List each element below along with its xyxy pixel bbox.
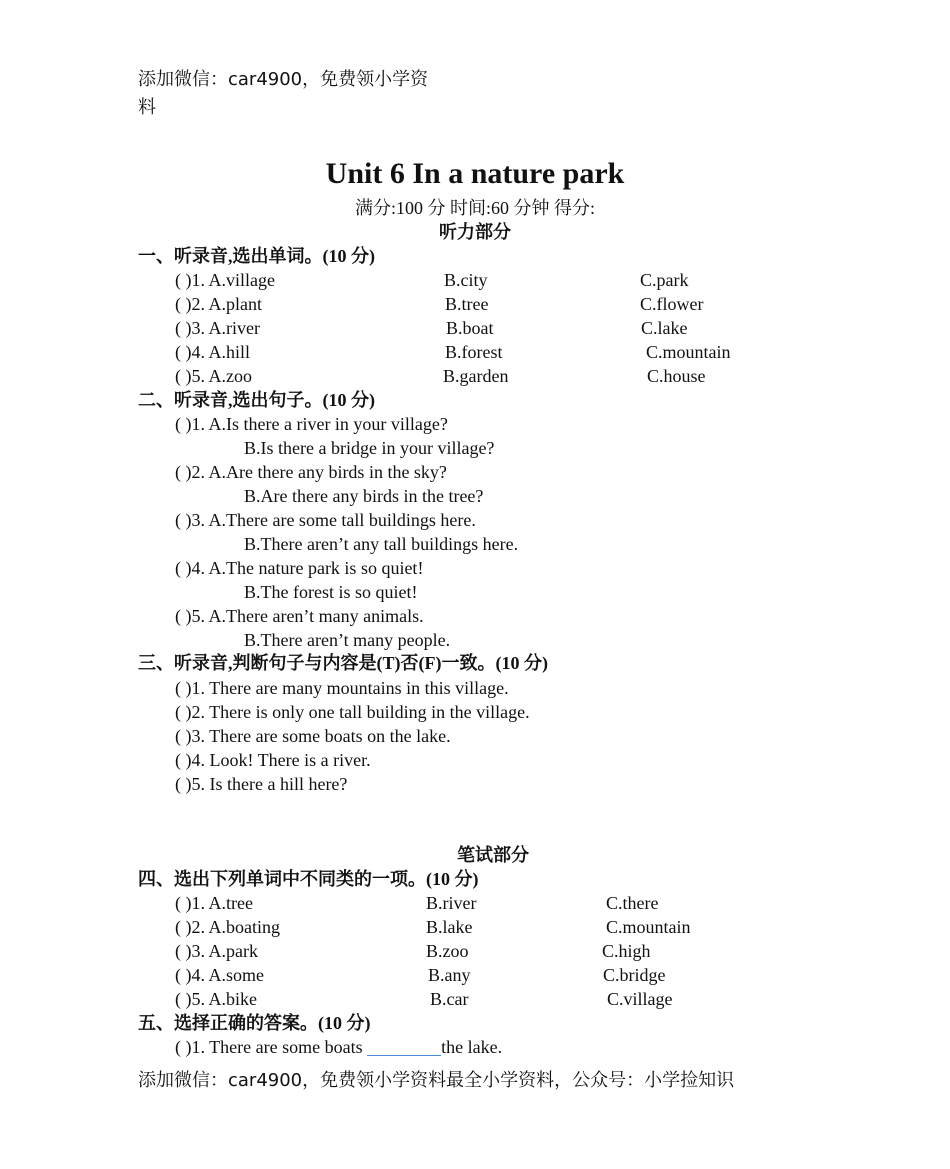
s1-item-4-c: C.mountain — [646, 342, 731, 362]
s4-item-3-c: C.high — [602, 941, 651, 961]
s4-item-5-b: B.car — [430, 989, 469, 1009]
s4-item-1-b: B.river — [426, 893, 477, 913]
s1-item-5-a: ( )5. A.zoo — [175, 366, 252, 386]
s1-item-5-b: B.garden — [443, 366, 509, 386]
s4-item-1-c: C.there — [606, 893, 659, 913]
s2-item-5-b: B.There aren’t many people. — [244, 630, 451, 650]
page-title: Unit 6 In a nature park — [325, 157, 625, 190]
s1-item-2-c: C.flower — [640, 294, 704, 314]
s5-item-1 — [175, 1035, 502, 1059]
s5-item-1-before: ( )1. There are some boats — [175, 1037, 368, 1057]
s1-item-3-b: B.boat — [446, 318, 494, 338]
s4-item-4-a: ( )4. A.some — [175, 965, 264, 985]
s1-item-3-c: C.lake — [641, 318, 688, 338]
s4-item-2-a: ( )2. A.boating — [175, 917, 280, 937]
section5-heading: 五、选择正确的答案。(10 分) — [138, 1013, 371, 1033]
header-line-1: 添加微信：car4900，免费领小学资 — [138, 69, 429, 90]
s3-item-1: ( )1. There are many mountains in this village. — [175, 678, 509, 698]
answer-blank[interactable] — [367, 1037, 441, 1056]
s1-item-2-b: B.tree — [445, 294, 489, 314]
section3-heading: 三、听录音,判断句子与内容是(T)否(F)一致。(10 分) — [138, 653, 548, 673]
section4-heading: 四、选出下列单词中不同类的一项。(10 分) — [138, 869, 479, 889]
s4-item-2-b: B.lake — [426, 917, 473, 937]
s4-item-5-a: ( )5. A.bike — [175, 989, 257, 1009]
s1-item-1-b: B.city — [444, 270, 488, 290]
score-info: 满分:100 分 时间:60 分钟 得分: — [354, 198, 595, 218]
s2-item-3-b: B.There aren’t any tall buildings here. — [244, 534, 519, 554]
s1-item-1-a: ( )1. A.village — [175, 270, 275, 290]
s4-item-5-c: C.village — [607, 989, 673, 1009]
listening-heading: 听力部分 — [439, 222, 511, 242]
s1-item-1-c: C.park — [640, 270, 689, 290]
s3-item-5: ( )5. Is there a hill here? — [175, 774, 348, 794]
s5-item-1-after: the lake. — [441, 1037, 503, 1057]
s2-item-2-a: ( )2. A.Are there any birds in the sky? — [175, 462, 447, 482]
s1-item-4-a: ( )4. A.hill — [175, 342, 250, 362]
s2-item-4-b: B.The forest is so quiet! — [244, 582, 418, 602]
s4-item-1-a: ( )1. A.tree — [175, 893, 253, 913]
footer-note: 添加微信：car4900，免费领小学资料最全小学资料，公众号：小学捡知识 — [138, 1070, 735, 1091]
s2-item-4-a: ( )4. A.The nature park is so quiet! — [175, 558, 424, 578]
s3-item-3: ( )3. There are some boats on the lake. — [175, 726, 451, 746]
header-line-2: 料 — [138, 97, 156, 118]
s1-item-4-b: B.forest — [445, 342, 503, 362]
s2-item-3-a: ( )3. A.There are some tall buildings here. — [175, 510, 476, 530]
s3-item-2: ( )2. There is only one tall building in the village. — [175, 702, 530, 722]
s4-item-2-c: C.mountain — [606, 917, 691, 937]
s1-item-5-c: C.house — [647, 366, 706, 386]
s4-item-4-b: B.any — [428, 965, 471, 985]
s4-item-3-a: ( )3. A.park — [175, 941, 258, 961]
s2-item-1-b: B.Is there a bridge in your village? — [244, 438, 495, 458]
s4-item-3-b: B.zoo — [426, 941, 469, 961]
s4-item-4-c: C.bridge — [603, 965, 666, 985]
s2-item-5-a: ( )5. A.There aren’t many animals. — [175, 606, 424, 626]
s1-item-2-a: ( )2. A.plant — [175, 294, 262, 314]
section1-heading: 一、听录音,选出单词。(10 分) — [138, 246, 375, 266]
writing-heading: 笔试部分 — [457, 845, 529, 865]
section2-heading: 二、听录音,选出句子。(10 分) — [138, 390, 375, 410]
s3-item-4: ( )4. Look! There is a river. — [175, 750, 371, 770]
s1-item-3-a: ( )3. A.river — [175, 318, 260, 338]
s2-item-2-b: B.Are there any birds in the tree? — [244, 486, 484, 506]
s2-item-1-a: ( )1. A.Is there a river in your village? — [175, 414, 448, 434]
